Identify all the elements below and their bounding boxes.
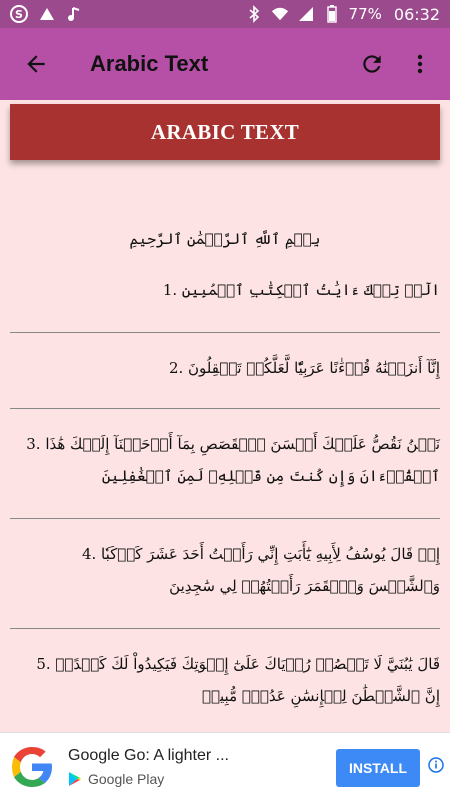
verse-5 <box>12 648 440 712</box>
ad-title: Google Go: A lighter ... <box>68 746 229 764</box>
app-s-icon <box>10 5 28 23</box>
banner-title: ARABIC TEXT <box>150 119 300 144</box>
google-g-logo-icon <box>8 743 56 791</box>
refresh-button[interactable] <box>348 40 396 88</box>
verse-2 <box>12 352 440 384</box>
ad-store-label: Google Play <box>88 770 165 787</box>
bismillah: بِسۡمِ ٱللَّهِ ٱلرَّحۡمَٰنِ ٱلرَّحِيمِ <box>129 230 321 248</box>
back-button[interactable] <box>8 36 64 92</box>
verse-line: إِذۡ قَالَ يُوسُفُ لِأَبِيهِ يَٰٓأَبَتِ إِنِّي رَأَيۡتُ أَحَدَ عَشَرَ كَوۡكَبٗا .4 <box>81 545 440 563</box>
wifi-icon <box>271 5 289 23</box>
refresh-icon <box>359 51 385 77</box>
arabic-text-content[interactable] <box>0 168 450 730</box>
app-title: Arabic Text <box>90 51 209 76</box>
status-bar <box>0 0 450 28</box>
verse-4 <box>12 538 440 602</box>
verse-line: نَحۡنُ نَقُصُّ عَلَيۡكَ أَحۡسَنَ ٱلۡقَصَصِ بِمَآ أَوۡحَيۡنَآ إِلَيۡكَ هَٰذَا .3 <box>26 435 440 453</box>
verse-line: إِنَّآ أَنزَلۡنَٰهُ قُرۡءَٰنًا عَرَبِيّٗا لَّعَلَّكُمۡ تَعۡقِلُونَ .2 <box>168 359 440 377</box>
verse-line: الٓرۚ تِلۡكَ ءَايَٰتُ ٱلۡكِتَٰبِ ٱلۡمُبِينِ .1 <box>162 281 440 299</box>
app-bar <box>0 28 450 100</box>
divider <box>10 628 440 629</box>
ad-info-icon[interactable] <box>428 757 444 773</box>
verse-line: وَٱلشَّمۡسَ وَٱلۡقَمَرَ رَأَيۡتُهُمۡ لِي سَٰجِدِينَ <box>169 577 440 595</box>
overflow-menu-button[interactable] <box>396 40 444 88</box>
bluetooth-icon <box>245 5 263 23</box>
divider <box>10 518 440 519</box>
clock: 06:32 <box>393 4 440 24</box>
battery-percent: 77% <box>348 5 382 23</box>
back-arrow-icon <box>23 51 49 77</box>
battery-icon <box>323 5 341 23</box>
upload-notification-icon <box>38 5 56 23</box>
verse-1 <box>12 274 440 306</box>
google-play-icon <box>68 771 82 787</box>
verse-line: ٱلۡقُرۡءَانَ وَإِن كُنتَ مِن قَبۡلِهِۦ لَمِنَ ٱلۡغَٰفِلِينَ <box>101 467 440 485</box>
verse-3 <box>12 428 440 492</box>
more-vert-icon <box>408 52 432 76</box>
verse-line: إِنَّ ٱلشَّيۡطَٰنَ لِلۡإِنسَٰنِ عَدُوّٞ مُّبِينٞ <box>202 687 440 705</box>
divider <box>10 332 440 333</box>
section-banner <box>10 104 440 160</box>
music-note-icon <box>66 5 84 23</box>
signal-icon <box>297 5 315 23</box>
divider <box>10 408 440 409</box>
ad-banner[interactable] <box>0 732 450 800</box>
install-button[interactable]: INSTALL <box>336 749 420 787</box>
svg-text:S: S <box>15 8 23 21</box>
verse-line: قَالَ يَٰبُنَيَّ لَا تَقۡصُصۡ رُءۡيَاكَ عَلَىٰٓ إِخۡوَتِكَ فَيَكِيدُواْ لَكَ كَيۡدًاۖ .5 <box>36 655 440 673</box>
